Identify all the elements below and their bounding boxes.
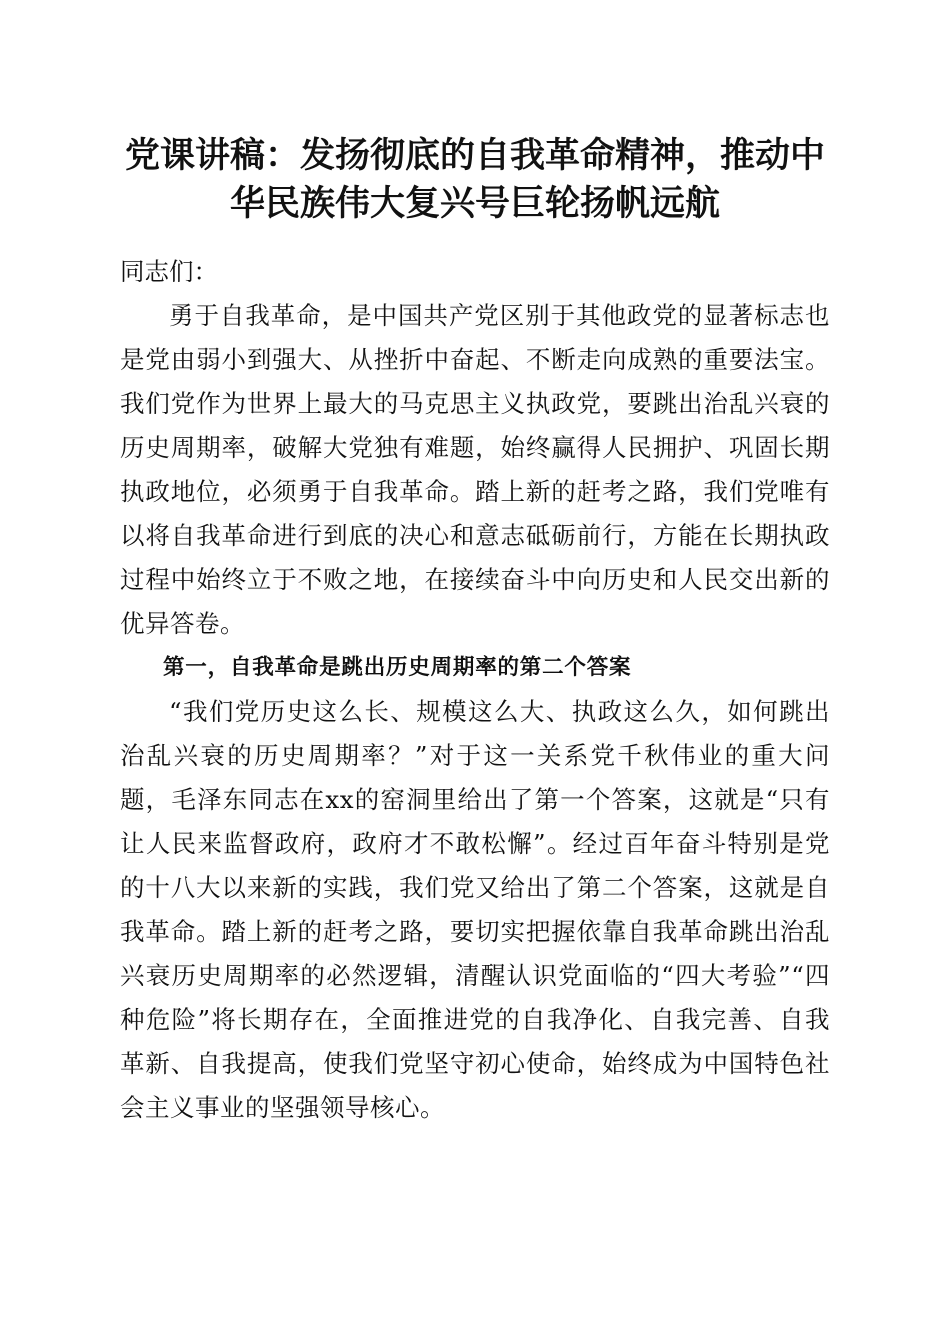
document-title (100, 132, 850, 228)
title-line-1: 党课讲稿：发扬彻底的自我革命精神，推动中 (124, 135, 825, 176)
paragraph-section-1: “我们党历史这么长、规模这么大、执政这么久，如何跳出治乱兴衰的历史周期率？”对于这一关系党千秋伟业的重大问题，毛泽东同志在xx的窑洞里给出了第一个答案，这就是“只有让人民来监督政府，政府才不敢松懈”。经过百年奋斗特别是党的十八大以来新的实践，我们党又给出了第二个答案，这就是自我革命。踏上新的赶考之路，要切实把握依靠自我革命跳出治乱兴衰历史周期率的必然逻辑，清醒认识党面临的“四大考验”“四种危险”将长期存在，全面推进党的自我净化、自我完善、自我革新、自我提高，使我们党坚守初心使命，始终成为中国特色社会主义事业的坚强领导核心。 (120, 697, 830, 1122)
section-heading-1: 第一，自我革命是跳出历史周期率的第二个答案 (163, 655, 632, 680)
paragraph-intro: 勇于自我革命，是中国共产党区别于其他政党的显著标志也是党由弱小到强大、从挫折中奋起、不断走向成熟的重要法宝。我们党作为世界上最大的马克思主义执政党，要跳出治乱兴衰的历史周期率，破解大党独有难题，始终赢得人民拥护、巩固长期执政地位，必须勇于自我革命。踏上新的赶考之路，我们党唯有以将自我革命进行到底的决心和意志砥砺前行，方能在长期执政过程中始终立于不败之地，在接续奋斗中向历史和人民交出新的优异答卷。 (120, 301, 830, 638)
title-line-2: 华民族伟大复兴号巨轮扬帆远航 (229, 183, 720, 224)
document-body (120, 250, 830, 1130)
salutation: 同志们： (120, 257, 218, 286)
